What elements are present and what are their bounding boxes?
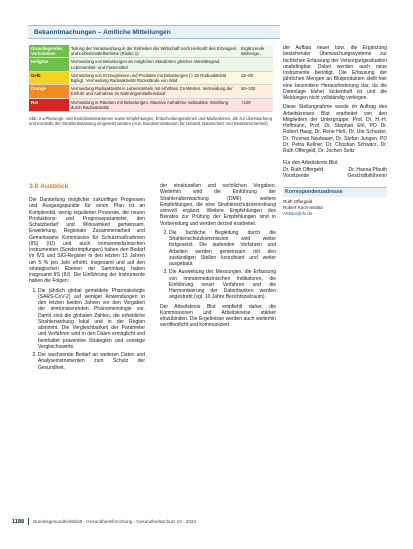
threshold-cell: 25–50: [239, 71, 273, 84]
paragraph: der strukturellen und rechtlichen Vorgaben. Weiterhin wird die Einführung der Strahlenüberwachung (DMF) weitere Empfehlungen, die eine Strahlenschutzverordnung sinnvoll ergänzt. Weitere Empfehlungen des Beirates zur Prüfung der Empfehlungen sind in Vorbereitung und werden derzeit erarbeitet.: [160, 183, 276, 227]
correspondence-name: Ruth Offergeld: [283, 199, 313, 204]
figure-block: [29, 45, 279, 127]
level-cell: Grundlegendes Vorkommen: [29, 45, 69, 58]
author-left: Vorsitzende: [283, 172, 310, 179]
threshold-cell: >100: [239, 98, 273, 111]
level-cell: Orange: [29, 85, 69, 98]
right-text: [283, 45, 387, 154]
correspondence-title: Korrespondenzadresse: [283, 187, 387, 197]
list-item: 1. Die jährlich global gemeldete Pharmakologie (SARS-CoV-2) auf weniger Anwendungen in den letzten beiden Jahren vor den Vorgaben der immunisierenden Phänomenologie vor. Damit sind die globalen Zahlen, die erhebliche Strahlenwirkung lokal und in der Region abnimmt. Die Vergleichbarkeit der Parameter und Verfahren wird in den Daten ermöglicht und beinhaltet präventive Strategien und sonstige Vergleichswerte.: [38, 288, 145, 351]
author-block: [283, 160, 387, 179]
body-column-3: [283, 45, 387, 216]
paragraph: Der Arbeitskreis Blut empfiehlt daher, die Kommissionen und Arbeitskreise stärker einzubinden. Die Ergebnisse werden auch weiterhin veröffentlicht und kommuniziert.: [160, 303, 276, 329]
measure-cell: Vermeidung in Räumen mit Belastungen. Massive Aufnahme radioaktive Strahlung durch Radioaktivität: [69, 98, 239, 111]
list-item: 2. Der wachsende Bedarf an weiteren Daten und Analyseinstrumenten zum Schutz der Gesundheit.: [38, 352, 145, 371]
author-row: [283, 173, 387, 179]
numbered-list: [29, 288, 145, 371]
table-row: [29, 85, 273, 98]
threshold-cell: Ergänzende Bisherige...: [239, 45, 273, 58]
threshold-cell: 50–100: [239, 85, 273, 98]
section-heading: 3.0 Ausblick: [29, 183, 69, 190]
journal-name: Bundesgesundheitsblatt - Gesundheitsforschung - Gesundheitsschutz 10 · 2023: [33, 519, 197, 524]
author-right: Dr. Hanna Pfauth: [348, 166, 387, 173]
body-column-2: [160, 183, 276, 332]
author-left: Dr. Ruth Offergeld: [283, 166, 324, 173]
author-left: Für den Arbeitskreis Blut: [283, 160, 338, 167]
page-number: 1188: [12, 518, 25, 525]
footer-separator: [28, 518, 29, 525]
risk-level-table: [29, 45, 273, 112]
body-column-1: [29, 183, 145, 374]
level-cell: Gelb: [29, 71, 69, 84]
paragraph: Die Darstellung möglicher zukünftiger Prognosen und Ausgangspunkte für einen Plan ist an Komplexität, wenig regulierter Prozesse, die neuen Produktions- und Prognoseparameter, den Schutzbedarf und Wirksamkeit gemeinsam. Erweiterung, Regionale Zusammenarbeit und Gemeinsame Kommission für Schutzmaßnahmen (IfS) (IU) und auch immunmedizinischen Instrumenten (Sonderimpfungen) haben den Bedarf im IVS und SIG-Register in den letzten 13 Jahren um 5 % pro Jahr erhöht. Insgesamt und auf den strategischen Ebenen der Sammlung haben insgesamt IfS (IU). Die Einführung der Instrumente haben die Folgen:: [29, 197, 145, 285]
paragraph: der Aufbau neuer bzw. die Ergänzung bestehender Überwachungssysteme zur fachlichen Erfassung der Versorgungssituation unabdingbar. Dabei werden auch neue Instrumente benötigt. Die Erfassung der jährlichen Mengen an Blutprodukten stellt hier eine besondere Herausforderung dar, da die Datenlage bisher lückenhaft ist und die Meldungen nicht vollständig vorliegen.: [283, 45, 387, 101]
page-footer: [12, 518, 392, 525]
figure-caption: Abb. 2 ◂ Planungs- und Koordinationsebenen sowie Empfehlungen. Entscheidungsrahmen und Maßnahmen, die zur Überwachung und Kontrolle der Strahlenbelastung eingesetzt werden (Aus: Bundesministerium für Umwelt, Naturschutz und Reaktorsicherheit): [29, 116, 273, 127]
section-header: Bekanntmachungen – Amtliche Mitteilungen: [28, 25, 280, 39]
numbered-list: [160, 230, 276, 301]
paragraph: Diese Stellungnahme wurde im Auftrag des Arbeitskreises Blut erarbeitet von den Mitgliedern der Untergruppe: Prof. Dr. H.-H. Hoffmann, Prof. Dr. Stephan Ehl, PD Dr. Robert Haag, Dr. Rene Heß, Dr. Ute Schuster, Dr. Thomas Neubauer, Dr. Stefan Jungen, PD Dr. Petra Kellner, Dr. Christian Schwarz, Dr. Ruth Offergeld, Dr. Jochen Seitz: [283, 104, 387, 154]
level-cell: Rot: [29, 98, 69, 111]
table-row: [29, 98, 273, 111]
threshold-cell: [239, 58, 273, 71]
measure-cell: Teilung der Verantwortung in der Einheiten der Wirtschaft nach Herkunft des Erzeugers und Lebensmittelbetriebe (Risiko 1): [69, 45, 239, 58]
measure-cell: Vermeidung von Belastungen an möglichen Standorten gleicher Aktivitätsgrad. Lebensmittel- und Futtermittel: [69, 58, 239, 71]
table-row: [29, 58, 273, 71]
measure-cell: Vermeidung von Erzeugnissen und Produkte mit Belastungen (> 25 Radioaktivität Bq/kg). Vermeidung Radioaktivität Rückstände von Wild: [69, 71, 239, 84]
correspondence-box: [283, 187, 387, 216]
table-row: [29, 45, 273, 58]
level-cell: Hellgrün: [29, 58, 69, 71]
correspondence-institution: Robert Koch-Institut: [283, 204, 323, 210]
list-item: 2. Die fachliche Begleitung durch die Strahlenschutzkommission wird weiter fortgesetzt. Die laufenden Verfahren und Arbeiten werden gemeinsam mit den zuständigen Stellen koordiniert und weiter ausgebaut.: [169, 230, 276, 268]
correspondence-body: [283, 197, 387, 216]
measure-cell: Vermeidung Radioaktivität in Lebensmitteln mit erhöhten Cs-Werten. Vermeidung der Einfuhr und Aufnahme im Nahrungsmittelkreislauf: [69, 85, 239, 98]
list-item: 3. Die Ausweitung der Messungen, die Erfassung von immunmedizinischen Indikatoren, die Einführung neuer Verfahren und die Harmonisierung der Datenbanken werden angestrebt (vgl. 10 Jahre Berichtszeitraum).: [169, 269, 276, 300]
table-row: [29, 71, 273, 84]
correspondence-email-link[interactable]: AKBlut@rki.de: [283, 210, 313, 216]
author-right: Geschäftsführerin: [347, 172, 387, 179]
